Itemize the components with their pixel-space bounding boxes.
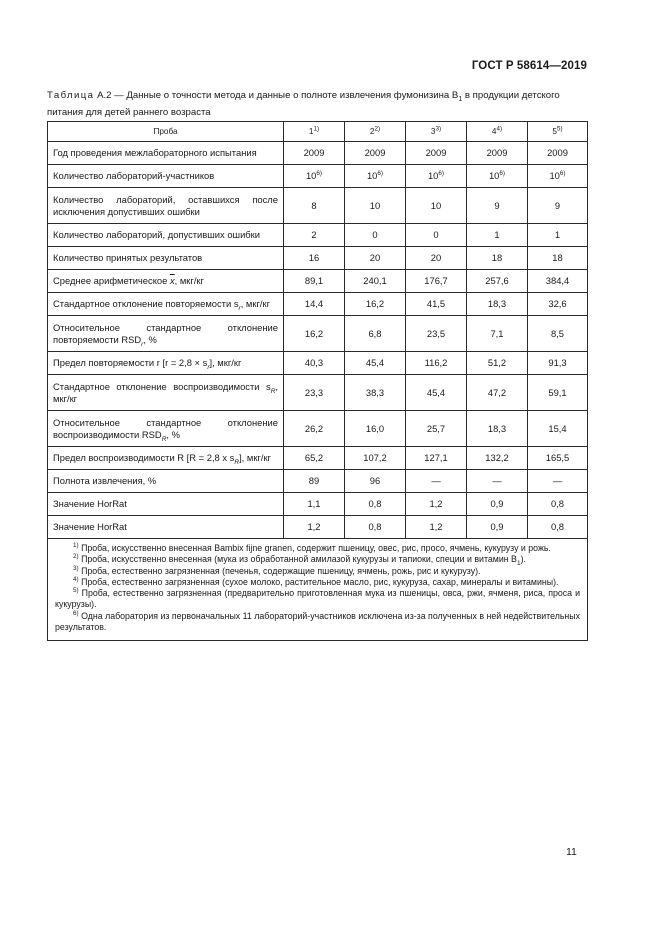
table-cell: 1,2 bbox=[406, 516, 467, 539]
table-cell: 257,6 bbox=[467, 270, 528, 293]
table-cell: 0,8 bbox=[528, 516, 588, 539]
row-label: Значение HorRat bbox=[48, 516, 284, 539]
row-label: Среднее арифметическое $\overline{x}$, мкг/кг bbox=[48, 270, 284, 293]
header-sample: Проба bbox=[48, 122, 284, 142]
table-cell: 91,3 bbox=[528, 352, 588, 375]
table-row bbox=[48, 493, 588, 516]
page-number: 11 bbox=[566, 846, 577, 858]
row-label: Год проведения межлабораторного испытания bbox=[48, 142, 284, 165]
table-cell: 41,5 bbox=[406, 293, 467, 316]
table-cell: 59,1 bbox=[528, 375, 588, 411]
table-cell: 14,4 bbox=[284, 293, 345, 316]
table-cell: 47,2 bbox=[467, 375, 528, 411]
table-cell: 2009 bbox=[467, 142, 528, 165]
table-row bbox=[48, 470, 588, 493]
table-cell: 65,2 bbox=[284, 447, 345, 470]
table-cell: 0 bbox=[345, 224, 406, 247]
caption-word: Таблица bbox=[47, 90, 95, 101]
table-row bbox=[48, 165, 588, 188]
table-cell: 10$^{6)}$ bbox=[528, 165, 588, 188]
table-cell: 2009 bbox=[528, 142, 588, 165]
table-row bbox=[48, 352, 588, 375]
table-cell: 26,2 bbox=[284, 411, 345, 447]
caption-text-end: в продукции детского питания для детей раннего возраста bbox=[47, 90, 560, 118]
table-cell: 16,0 bbox=[345, 411, 406, 447]
table-cell: 0,9 bbox=[467, 493, 528, 516]
table-cell: 2 bbox=[284, 224, 345, 247]
table-cell: 2009 bbox=[345, 142, 406, 165]
table-cell: 1,1 bbox=[284, 493, 345, 516]
table-cell: 15,4 bbox=[528, 411, 588, 447]
table-cell: 176,7 bbox=[406, 270, 467, 293]
header-sample-5: 5$^{5)}$ bbox=[528, 122, 588, 142]
footnote: $^{3)}$ Проба, естественно загрязненная (печенья, содержащие пшеницу, ячмень, рожь, рис и кукурузу). bbox=[73, 564, 481, 576]
table-cell: 10 bbox=[406, 188, 467, 224]
row-label: Относительное стандартное отклонение воспроизводимости $RSD_R$, % bbox=[48, 411, 284, 447]
table-cell: 23,3 bbox=[284, 375, 345, 411]
table-cell: 132,2 bbox=[467, 447, 528, 470]
precision-data-table bbox=[47, 121, 588, 641]
table-cell: 96 bbox=[345, 470, 406, 493]
row-label: Полнота извлечения, % bbox=[48, 470, 284, 493]
footnote: $^{4)}$ Проба, естественно загрязненная (сухое молоко, растительное масло, рис, кукуруза, сахар, минералы и витамины). bbox=[73, 575, 559, 587]
footnotes-row bbox=[48, 539, 588, 641]
table-cell: 116,2 bbox=[406, 352, 467, 375]
row-label: Количество принятых результатов bbox=[48, 247, 284, 270]
table-cell: 9 bbox=[528, 188, 588, 224]
table-row bbox=[48, 188, 588, 224]
table-cell: 0 bbox=[406, 224, 467, 247]
table-cell: 0,8 bbox=[345, 493, 406, 516]
table-cell: 165,5 bbox=[528, 447, 588, 470]
table-cell: 9 bbox=[467, 188, 528, 224]
table-cell: 0,9 bbox=[467, 516, 528, 539]
table-cell: 23,5 bbox=[406, 316, 467, 352]
table-row bbox=[48, 316, 588, 352]
table-cell: 38,3 bbox=[345, 375, 406, 411]
table-row bbox=[48, 447, 588, 470]
table-cell: 20 bbox=[406, 247, 467, 270]
table-row bbox=[48, 142, 588, 165]
table-row bbox=[48, 293, 588, 316]
row-label: Предел воспроизводимости R [R = 2,8 x $s_R$], мкг/кг bbox=[48, 447, 284, 470]
table-cell: 1 bbox=[467, 224, 528, 247]
caption-text: А.2 — Данные о точности метода и данные о полноте извлечения фумонизина В bbox=[97, 90, 459, 101]
table-row bbox=[48, 247, 588, 270]
table-cell: 384,4 bbox=[528, 270, 588, 293]
table-cell: 2009 bbox=[406, 142, 467, 165]
footnote: $^{2)}$ Проба, искусственно внесенная (мука из обработанной амилазой кукурузы и тапиоки, специи и витамин $В_1$). bbox=[73, 553, 526, 568]
table-cell: 18,3 bbox=[467, 411, 528, 447]
table-cell: 8,5 bbox=[528, 316, 588, 352]
header-sample-3: 3$^{3)}$ bbox=[406, 122, 467, 142]
table-cell: 40,3 bbox=[284, 352, 345, 375]
table-cell: 0,8 bbox=[528, 493, 588, 516]
table-cell: 16 bbox=[284, 247, 345, 270]
table-row bbox=[48, 411, 588, 447]
caption-subscript: 1 bbox=[458, 95, 463, 103]
table-cell: 2009 bbox=[284, 142, 345, 165]
table-cell: 10$^{6)}$ bbox=[467, 165, 528, 188]
table-cell: 18,3 bbox=[467, 293, 528, 316]
table-cell: — bbox=[467, 470, 528, 493]
table-cell: 1,2 bbox=[284, 516, 345, 539]
table-cell: 45,4 bbox=[406, 375, 467, 411]
header-sample-4: 4$^{4)}$ bbox=[467, 122, 528, 142]
footnote: $^{5)}$ Проба, естественно загрязненная (предварительно приготовленная мука из пшеницы, овса, ржи, ячменя, риса, проса и кукурузы). bbox=[55, 587, 580, 610]
table-cell: 45,4 bbox=[345, 352, 406, 375]
row-label: Стандартное отклонение воспроизводимости $s_R$, мкг/кг bbox=[48, 375, 284, 411]
row-label: Относительное стандартное отклонение повторяемости $RSD_r$, % bbox=[48, 316, 284, 352]
table-cell: 240,1 bbox=[345, 270, 406, 293]
table-cell: 1,2 bbox=[406, 493, 467, 516]
table-row bbox=[48, 375, 588, 411]
table-cell: 25,7 bbox=[406, 411, 467, 447]
table-cell: 89,1 bbox=[284, 270, 345, 293]
row-label: Количество лабораторий-участников bbox=[48, 165, 284, 188]
table-cell: 8 bbox=[284, 188, 345, 224]
row-label: Количество лабораторий, допустивших ошибки bbox=[48, 224, 284, 247]
table-row bbox=[48, 224, 588, 247]
table-header-row bbox=[48, 122, 588, 142]
table-cell: 7,1 bbox=[467, 316, 528, 352]
footnotes bbox=[48, 539, 588, 641]
table-cell: 18 bbox=[528, 247, 588, 270]
table-cell: — bbox=[528, 470, 588, 493]
row-label: Стандартное отклонение повторяемости $s_r$, мкг/кг bbox=[48, 293, 284, 316]
table-caption bbox=[47, 90, 587, 120]
row-label: Предел повторяемости r $[r = 2,8 \times s_r]$, мкг/кг bbox=[48, 352, 284, 375]
table-cell: 18 bbox=[467, 247, 528, 270]
table-cell: 10$^{6)}$ bbox=[345, 165, 406, 188]
table-cell: — bbox=[406, 470, 467, 493]
table-cell: 6,8 bbox=[345, 316, 406, 352]
footnote: $^{1)}$ Проба, искусственно внесенная Bambix fijne granen, содержит пшеницу, овес, рис, просо, ячмень, кукурузу и рожь. bbox=[73, 542, 551, 553]
row-label: Значение HorRat bbox=[48, 493, 284, 516]
table-cell: 10$^{6)}$ bbox=[284, 165, 345, 188]
table-row bbox=[48, 270, 588, 293]
table-cell: 1 bbox=[528, 224, 588, 247]
table-cell: 127,1 bbox=[406, 447, 467, 470]
table-cell: 20 bbox=[345, 247, 406, 270]
header-sample-1: 1$^{1)}$ bbox=[284, 122, 345, 142]
table-cell: 16,2 bbox=[345, 293, 406, 316]
footnote: $^{6)}$ Одна лаборатория из первоначальных 11 лабораторий-участников исключена из-за полученных в ней недействительных результатов. bbox=[55, 609, 580, 633]
table-cell: 0,8 bbox=[345, 516, 406, 539]
table-row bbox=[48, 516, 588, 539]
table-cell: 89 bbox=[284, 470, 345, 493]
table-cell: 51,2 bbox=[467, 352, 528, 375]
row-label: Количество лабораторий, оставшихся после исключения допустивших ошибки bbox=[48, 188, 284, 224]
table-cell: 10 bbox=[345, 188, 406, 224]
table-cell: 10$^{6)}$ bbox=[406, 165, 467, 188]
header-sample-2: 2$^{2)}$ bbox=[345, 122, 406, 142]
table-cell: 16,2 bbox=[284, 316, 345, 352]
table-cell: 107,2 bbox=[345, 447, 406, 470]
table-cell: 32,6 bbox=[528, 293, 588, 316]
document-number: ГОСТ Р 58614—2019 bbox=[471, 60, 587, 72]
